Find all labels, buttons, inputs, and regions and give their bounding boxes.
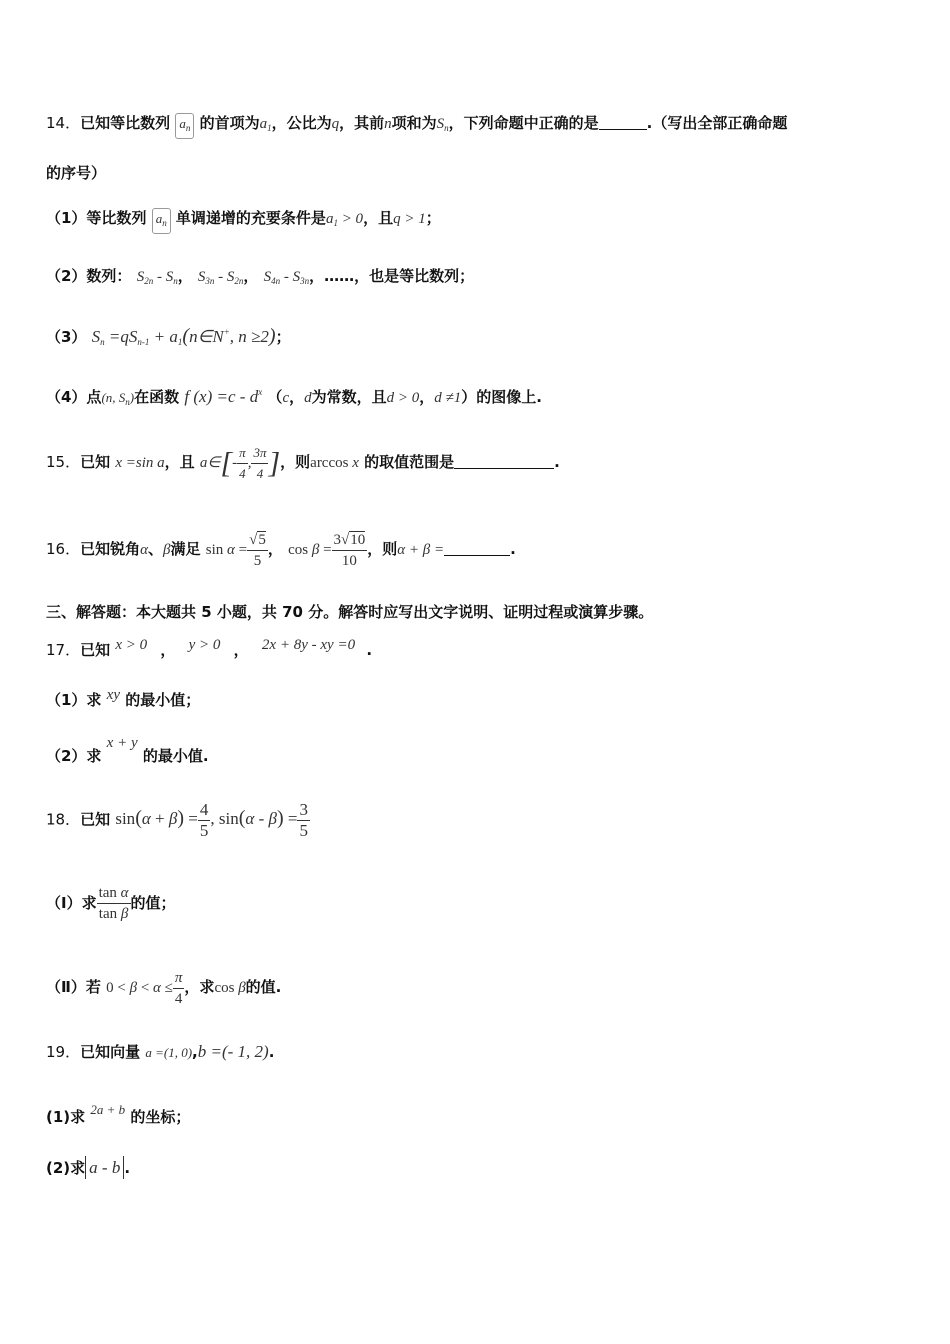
q18-part-2: （Ⅱ）若 0 < β < α ≤ $\frac{\pi}{4}$ ，求cos β的值.: [46, 970, 282, 1007]
q14-statement-4: （4）点(n, $S_n$)在函数 f $(x) =c - d^x$ （c，d为常数，且d > 0，d ≠1）的图像上.: [46, 387, 542, 407]
q17-number: 17．: [46, 641, 81, 659]
answer-blank[interactable]: [599, 115, 647, 130]
math-Sn-recurrence: $S_n =qS_{n-1}$ + $a_1(n\in N^+$, n ≥2): [91, 325, 276, 347]
q14-stem-cont: 的序号）: [46, 164, 107, 182]
math-a-interval: a∈[- $\frac{\pi}{4}$ , $\frac{3\pi}{4}$ ]: [199, 445, 281, 481]
q18-stem: 18．已知 sin(α + β) = $\frac{4}{5}$ , sin(α - β) = $\frac{3}{5}$: [46, 800, 308, 840]
math-x-plus-y: x + y: [106, 735, 138, 751]
q14-stem: 14．已知等比数列 $a_n$ 的首项为$a_1$，公比为q，其前n项和为$S_n$，下列命题中正确的是 .（写出全部正确命题: [46, 113, 787, 139]
math-an: $a_n$: [175, 113, 194, 139]
section-heading: 三、解答题：本大题共 5 小题，共 70 分。解答时应写出文字说明、证明过程或演算步骤。: [46, 603, 654, 621]
q17-part-1: （1）求 xy 的最小值；: [46, 687, 201, 709]
math-cos-beta: cos β = $\frac{3√10}{10}$: [288, 532, 366, 569]
math-d: d: [304, 390, 312, 406]
math-vector-a: a =(1, 0): [145, 1045, 193, 1060]
math-vector-b: b =(- 1, 2): [197, 1042, 269, 1061]
math-sin-sum-diff: sin(α + β) = $\frac{4}{5}$ , sin(α - β) = $\frac{3}{5}$: [115, 800, 308, 840]
q14-statement-3: （3） $S_n =qS_{n-1}$ + $a_1(n\in N^+$, n ≥2)；: [46, 325, 291, 347]
answer-blank[interactable]: [454, 454, 554, 469]
math-S2n-Sn: $S_{2n} - S_n$: [136, 269, 178, 286]
math-arccos-x: arccos x: [310, 454, 359, 471]
q19-number: 19．: [46, 1043, 81, 1061]
math-beta: β: [163, 541, 171, 558]
q14-number: 14．: [46, 114, 81, 132]
q19-part-1: (1)求 2a + b 的坐标；: [46, 1102, 191, 1126]
math-S3n-S2n: $S_{3n} - S_{2n}$: [197, 269, 244, 286]
math-constraint: 2x + 8y - xy =0: [261, 637, 356, 653]
math-x-gt-0: x > 0: [115, 637, 148, 653]
math-angle-range: 0 < β < α ≤ $\frac{\pi}{4}$: [106, 970, 183, 1007]
q19-part-2: (2)求 a - b .: [46, 1158, 131, 1177]
q16-stem: 16．已知锐角α、β满足 sin α = $\frac{√5}{5}$ ， cos β = $\frac{3√10}{10}$ ，则α + β = .: [46, 532, 516, 569]
math-a1-gt-0: $a_1 > 0$: [325, 211, 364, 228]
q17-part-2: （2）求 x + y 的最小值.: [46, 735, 209, 765]
math-an: $a_n$: [152, 208, 171, 234]
q15-stem: 15．已知 x =sin a，且 a∈[- $\frac{\pi}{4}$ , $\frac{3\pi}{4}$ ]，则arccos x 的取值范围是 .: [46, 445, 560, 481]
math-n: n: [384, 116, 392, 132]
math-x-sin-a: x =sin a: [115, 454, 165, 471]
math-a1: $a_1$: [259, 116, 272, 133]
math-d-ne-1: d ≠1: [434, 390, 462, 406]
math-y-gt-0: y > 0: [188, 637, 221, 653]
math-d-gt-0: d > 0: [386, 390, 420, 406]
math-alpha: α: [140, 541, 148, 558]
math-sin-alpha: sin α = $\frac{√5}{5}$: [205, 532, 266, 569]
q17-stem: 17．已知 x > 0 ， y > 0 ， 2x + 8y - xy =0 .: [46, 637, 373, 659]
q14-statement-2: （2）数列： $S_{2n} - S_n$， $S_{3n} - S_{2n}$， $S_{4n} - S_{3n}$，……，也是等比数列；: [46, 267, 475, 286]
math-cos-beta: cos β: [214, 979, 246, 996]
answer-blank[interactable]: [444, 541, 510, 556]
q15-number: 15．: [46, 452, 81, 471]
q18-number: 18．: [46, 810, 81, 829]
math-S4n-S3n: $S_{4n} - S_{3n}$: [263, 269, 310, 286]
math-tan-ratio: $\frac{\text{tan α}}{\text{tan β}}$: [98, 885, 129, 922]
math-q-gt-1: q > 1: [393, 211, 426, 227]
q16-number: 16．: [46, 539, 81, 558]
math-function-f: f $(x) =c - d^x$: [184, 387, 263, 406]
math-xy: xy: [106, 687, 120, 703]
math-2a-plus-b: 2a + b: [90, 1102, 126, 1117]
math-q: q: [331, 116, 340, 132]
q14-statement-1: （1）等比数列 $a_n$ 单调递增的充要条件是$a_1 > 0$，且q > 1；: [46, 208, 441, 234]
math-norm-a-minus-b: a - b: [85, 1156, 124, 1179]
math-point-nSn: (n, $S_n$): [101, 390, 135, 407]
math-alpha-plus-beta: α + β =: [397, 541, 445, 558]
math-Sn: $S_n$: [436, 116, 449, 133]
q19-stem: 19．已知向量 a =(1, 0),b =(- 1, 2).: [46, 1042, 275, 1061]
q18-part-1: （Ⅰ）求 $\frac{\text{tan α}}{\text{tan β}}$ 的值；: [46, 885, 176, 922]
math-c: c: [282, 390, 290, 406]
